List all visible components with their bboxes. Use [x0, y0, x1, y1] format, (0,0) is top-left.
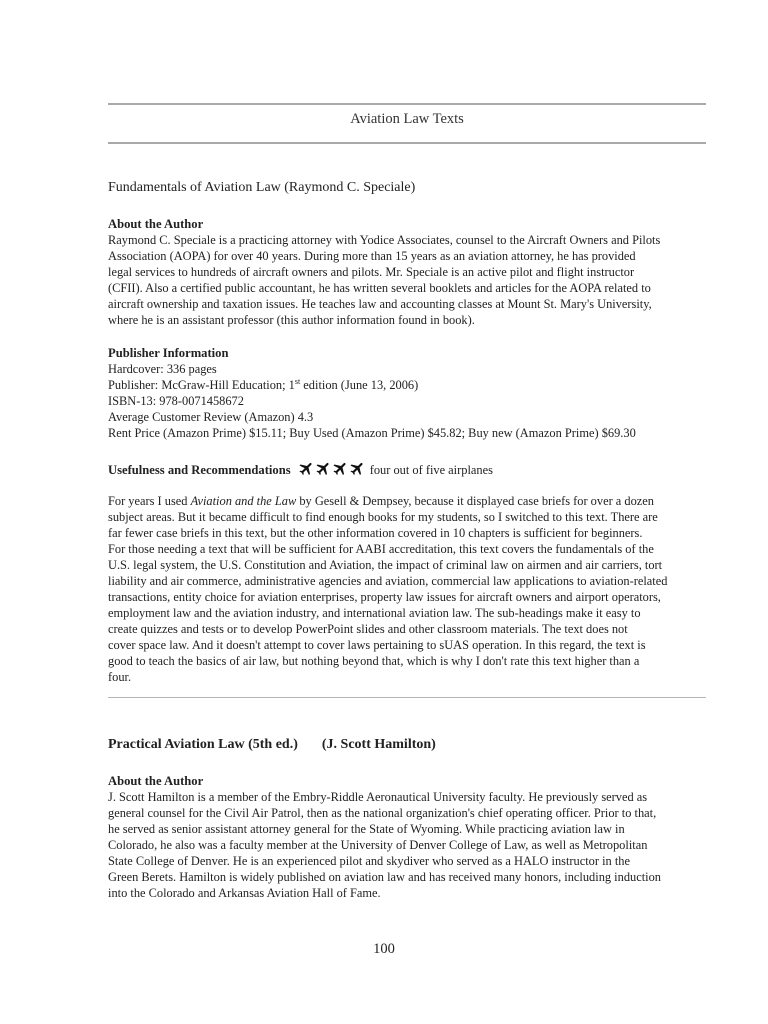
italic-book-title: Aviation and the Law [190, 494, 297, 508]
book1-about-heading: About the Author [108, 217, 204, 231]
airplane-icon [298, 460, 315, 477]
publisher-text: Publisher: McGraw-Hill Education; 1 [108, 378, 295, 392]
edition-superscript: st [294, 377, 301, 386]
text-line: where he is an assistant professor (this author information found in book). [108, 313, 475, 327]
text-line [108, 493, 708, 509]
usefulness-heading: Usefulness and Recommendations [108, 463, 291, 477]
book2-about-text [108, 789, 708, 901]
text-line: U.S. legal system, the U.S. Constitution and Aviation, the impact of criminal law on airmen and air carriers, tort [108, 558, 663, 572]
text-line: into the Colorado and Arkansas Aviation Hall of Fame. [108, 886, 381, 900]
text-line: aircraft ownership and taxation issues. He teaches law and accounting classes at Mount St. Mary's University, [108, 297, 652, 311]
text-line: State College of Denver. He is an experienced pilot and skydiver who served as a HALO instructor in the [108, 854, 630, 868]
price-line: Rent Price (Amazon Prime) $15.11; Buy Used (Amazon Prime) $45.82; Buy new (Amazon Prime) $69.30 [108, 426, 636, 440]
section-divider [108, 697, 706, 698]
text-line: employment law and the aviation industry, and international aviation law. The sub-headings make it easy to [108, 606, 641, 620]
header-top-rule [108, 103, 706, 105]
book1-about-text [108, 232, 708, 328]
airplane-icon [332, 460, 349, 477]
publisher-line [108, 377, 708, 393]
page-number: 100 [373, 941, 395, 957]
book2-about-heading: About the Author [108, 774, 204, 788]
book2-author: (J. Scott Hamilton) [321, 737, 436, 752]
hardcover-line: Hardcover: 336 pages [108, 362, 217, 376]
text-line: Colorado, he also was a faculty member at the University of Denver College of Law, as well as Metropolitan [108, 838, 648, 852]
publisher-heading: Publisher Information [108, 346, 229, 360]
book1-review-text [108, 493, 708, 685]
text-line: he served as senior assistant attorney general for the State of Wyoming. While practicing aviation law in [108, 822, 625, 836]
airplane-rating [298, 460, 366, 481]
review-intro: For years I used [108, 494, 191, 508]
text-line: (CFII). Also a certified public accountant, he has written several booklets and articles for the AOPA related to [108, 281, 651, 295]
rating-text: four out of five airplanes [369, 463, 493, 477]
text-line: general counsel for the Civil Air Patrol, then as the national organization's chief operating officer. Prior to that, [108, 806, 657, 820]
isbn-line: ISBN-13: 978-0071458672 [108, 394, 244, 408]
page-header-title: Aviation Law Texts [350, 111, 464, 127]
text-line: Association (AOPA) for over 40 years. During more than 15 years as an aviation attorney, he has provided [108, 249, 636, 263]
text-line: create quizzes and tests or to develop PowerPoint slides and other classroom materials. The text does not [108, 622, 628, 636]
text-line: J. Scott Hamilton is a member of the Embry-Riddle Aeronautical University faculty. He previously served as [108, 790, 648, 804]
text-line: For those needing a text that will be sufficient for AABI accreditation, this text covers the fundamentals of the [108, 542, 654, 556]
text-line: legal services to hundreds of aircraft owners and pilots. Mr. Speciale is an active pilot and flight instructor [108, 265, 635, 279]
book1-about-section [108, 216, 708, 328]
text-line: subject areas. But it became difficult to find enough books for my students, so I switched to this text. There are [108, 510, 658, 524]
text-line: four. [108, 670, 132, 684]
book1-publisher-section [108, 345, 708, 441]
text-line: transactions, entity choice for aviation enterprises, property law issues for aircraft owners and airport operators, [108, 590, 661, 604]
usefulness-row [108, 460, 708, 481]
text-line: Green Berets. Hamilton is widely published on aviation law and has received many honors, including induction [108, 870, 661, 884]
text-line: good to teach the basics of air law, but nothing beyond that, which is why I don't rate this text higher than a [108, 654, 640, 668]
book2-about-section [108, 773, 708, 901]
review-line: Average Customer Review (Amazon) 4.3 [108, 410, 314, 424]
header-bottom-rule [108, 142, 706, 144]
text-line: cover space law. And it doesn't attempt to cover laws pertaining to sUAS operation. In this regard, the text is [108, 638, 646, 652]
book1-title: Fundamentals of Aviation Law (Raymond C. Speciale) [108, 180, 416, 195]
airplane-icon [349, 460, 366, 477]
review-line1-rest: by Gesell & Dempsey, because it displayed case briefs for over a dozen [296, 494, 654, 508]
book2-title: Practical Aviation Law (5th ed.) [108, 737, 298, 752]
book2-title-row [108, 737, 708, 753]
text-line: far fewer case briefs in this text, but the other information covered in 10 chapters is sufficient for beginners. [108, 526, 643, 540]
publisher-date: edition (June 13, 2006) [300, 378, 419, 392]
airplane-icon [315, 460, 332, 477]
text-line: Raymond C. Speciale is a practicing attorney with Yodice Associates, counsel to the Aircraft Owners and Pilots [108, 233, 661, 247]
text-line: liability and air commerce, administrative agencies and aviation, commercial law applications to aviation-related [108, 574, 668, 588]
